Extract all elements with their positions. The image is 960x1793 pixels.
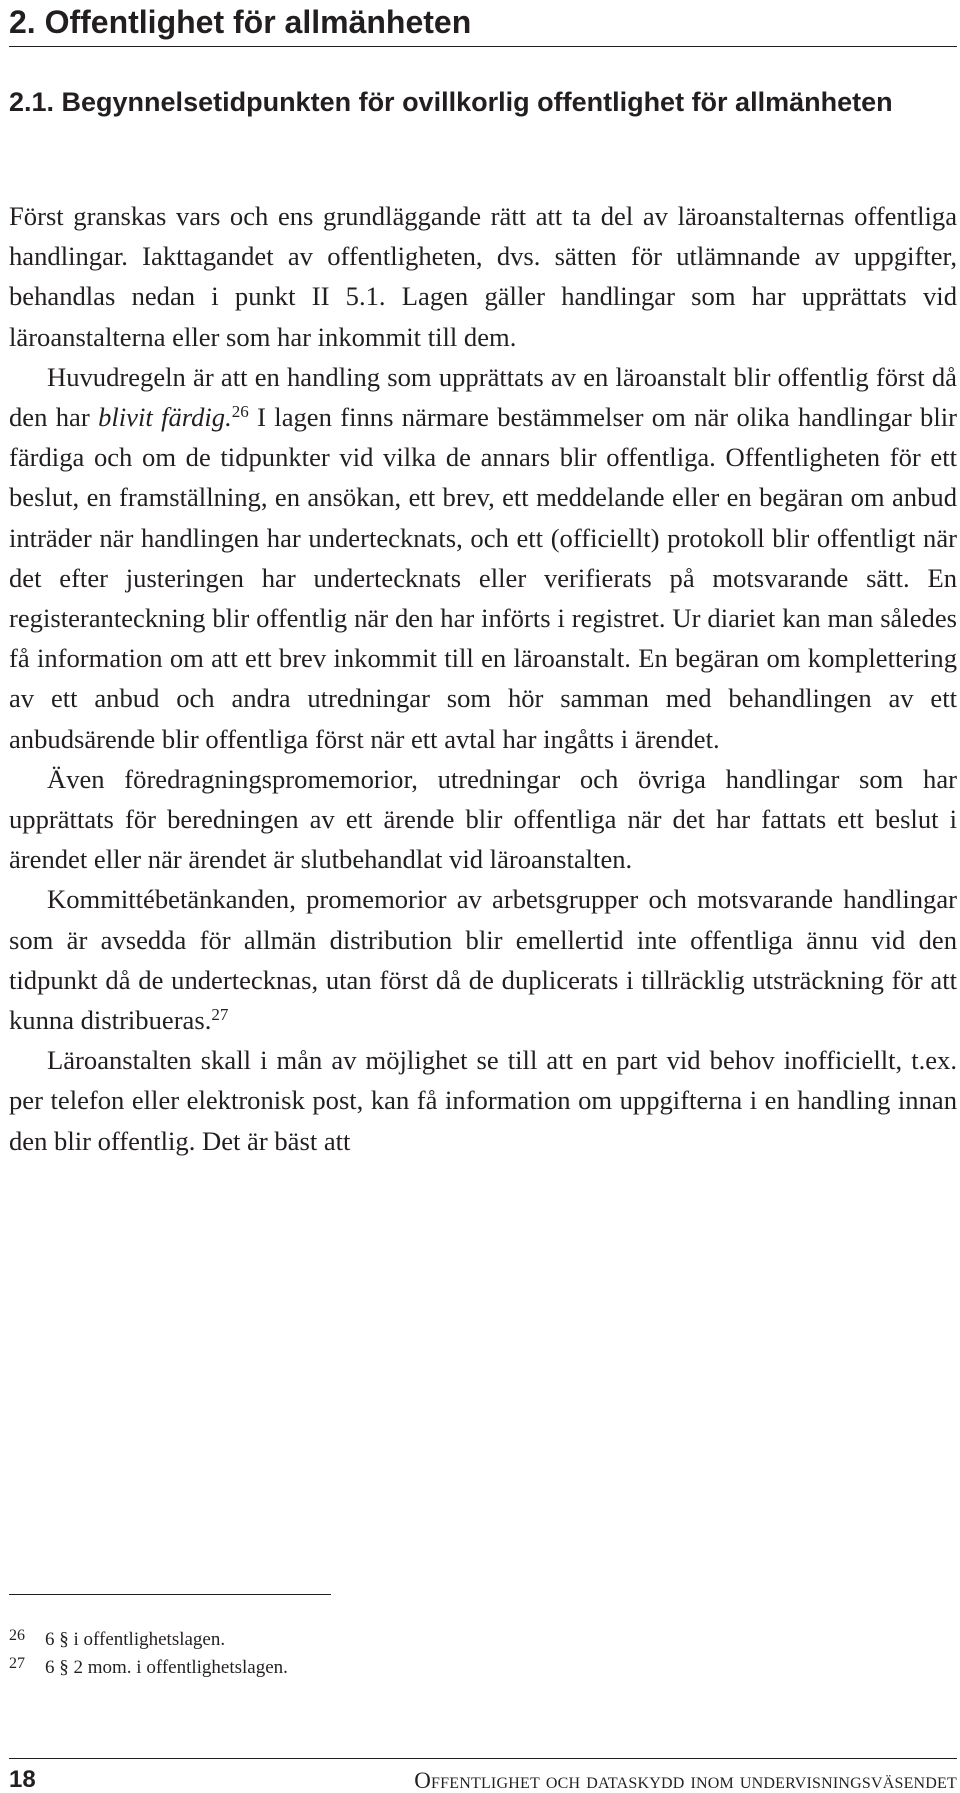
paragraph-5-text: Läroanstalten skall i mån av möjlighet se till att en part vid behov inofficiellt, t.ex. per telefon eller elektronisk post, kan få information om uppgifterna i en handling innan den blir offentlig. Det är bäst att: [9, 1045, 957, 1156]
paragraph-2: [9, 357, 957, 759]
footnote-26: [9, 1626, 709, 1654]
subsection-heading: 2.1. Begynnelsetidpunkten för ovillkorlig offentlighet för allmänheten: [9, 87, 893, 117]
footnote-divider: [9, 1594, 331, 1595]
paragraph-2-text-end: I lagen finns närmare bestämmelser om när olika handlingar blir färdiga och om de tidpunkter vid vilka de annars blir offentliga. Offentligheten för ett beslut, en framställning, en ansökan, ett brev, ett meddelande eller en begäran om anbud inträder när handlingen har undertecknats, och ett (officiellt) protokoll blir offentligt när det efter justeringen har undertecknats eller verifierats på motsvarande sätt. En registeranteckning blir offentlig när den har införts i registret. Ur diariet kan man således få information om att ett brev inkommit till en läroanstalt. En begäran om komplettering av ett anbud och andra utredningar som hör samman med behandlingen av ett anbudsärende blir offentliga först när ett avtal har ingåtts i ärendet.: [9, 402, 957, 754]
footnote-27: [9, 1654, 709, 1682]
footnote-ref-27[interactable]: 27: [211, 1005, 229, 1025]
paragraph-2-text-start: Huvudregeln är att en handling som upprättats av en läroanstalt blir offentlig först då den har: [9, 361, 957, 433]
paragraph-5: [9, 1040, 957, 1161]
paragraph-1: [9, 196, 957, 357]
footnote-number: 26: [9, 1627, 25, 1644]
footnote-text: 6 § 2 mom. i offentlighetslagen.: [45, 1657, 288, 1678]
page-footer: [9, 1758, 957, 1793]
paragraph-4-text: Kommittébetänkanden, promemorior av arbetsgrupper och motsvarande handlingar som är avsedda för allmän distribution blir emellertid inte offentliga ännu vid den tidpunkt då de undertecknas, utan först då de duplicerats i tillräcklig utsträckning för att kunna distribueras.: [9, 884, 957, 1036]
footnote-ref-26[interactable]: 26: [231, 402, 249, 422]
footnote-number: 27: [9, 1655, 25, 1672]
footnotes: [9, 1626, 709, 1682]
paragraph-3-text: Även föredragningspromemorior, utredningar och övriga handlingar som har upprättats för beredningen av ett ärende blir offentliga när det har fattats ett beslut i ärendet eller när ärendet är slutbehandlat vid läroanstalten.: [9, 763, 957, 875]
section-heading: 2. Offentlighet för allmänheten: [9, 0, 957, 47]
page-number: 18: [9, 1766, 36, 1793]
emphasized-phrase: blivit färdig.: [98, 402, 232, 433]
paragraph-1-text: Först granskas vars och ens grundläggande rätt att ta del av läroanstalternas offentliga handlingar. Iakttagandet av offentligheten, dvs. sätten för utlämnande av uppgifter, behandlas nedan i punkt II 5.1. Lagen gäller handlingar som har upprättats vid läroanstalterna eller som har inkommit till dem.: [9, 201, 957, 352]
body-text: [9, 196, 957, 1161]
paragraph-4: [9, 879, 957, 1040]
paragraph-3: [9, 759, 957, 880]
running-title: Offentlighet och dataskydd inom undervisningsväsendet: [414, 1768, 957, 1793]
footnote-text: 6 § i offentlighetslagen.: [45, 1629, 226, 1650]
